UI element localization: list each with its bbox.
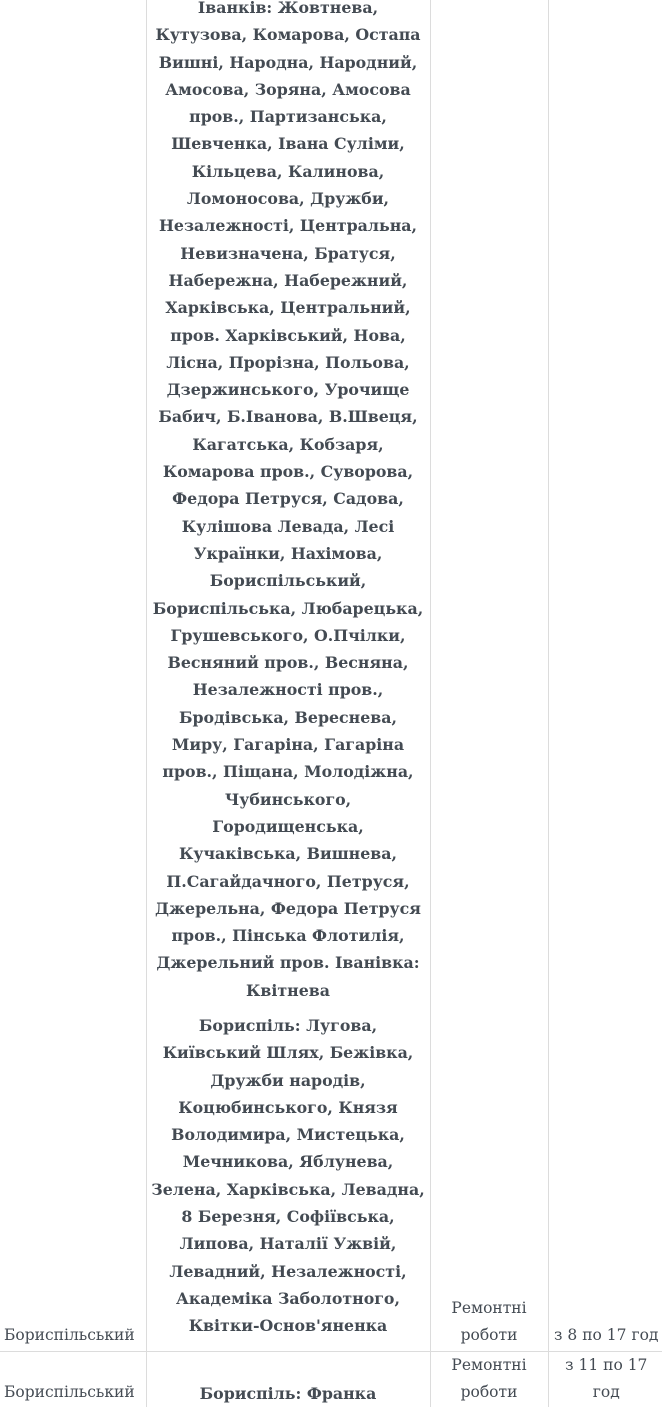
time-cell: з 11 по 17 год: [565, 1355, 648, 1401]
streets-paragraph: Іванків: Жовтнева, Кутузова, Комарова, Остапа Вишні, Народна, Народний, Амосова, Зоряна, Амосова пров., Партизанська, Шевченка, Івана Суліми, Кільцева, Калинова, Ломоносова, Дружби, Незалежності, Центральна, Невизначена, Братуся, Набережна, Набережний, Харківська, Центральний, пров. Харківський, Нова, Лісна, Прорізна, Польова, Дзержинського, Урочище Бабич, Б.Іванова, В.Швеця, Кагатська, Кобзаря, Комарова пров., Суворова, Федора Петруся, Садова, Кулішова Левада, Лесі Українки, Нахімова, Бориспільський, Бориспільська, Любарецька, Грушевського, О.Пчілки, Весняний пров., Весняна, Незалежності пров., Бродівська, Вереснева, Миру, Гагаріна, Гагаріна пров., Піщана, Молодіжна, Чубинського, Городищенська, Кучаківська, Вишнева, П.Сагайдачного, Петруся, Джерельна, Федора Петруся пров., Пінська Флотилія, Джерельний пров. Іванівка: Квітнева: [152, 0, 424, 1000]
streets-paragraph: Бориспіль: Франка: [199, 1383, 377, 1403]
time-cell: з 8 по 17 год: [548, 0, 662, 1351]
streets-paragraph: Бориспіль: Лугова, Київський Шлях, Бежівка, Дружби народів, Коцюбинського, Князя Володимира, Мистецька, Мечникова, Яблунева, Зелена, Харківська, Левадна, 8 Березня, Софіївська, Липова, Наталії Ужвій, Левадний, Незалежності, Академіка Заболотного, Квітки-Основ'яненка: [151, 1015, 425, 1336]
district-cell: Бориспільський: [0, 0, 146, 1351]
work-type-cell: Ремонтні роботи: [430, 1351, 548, 1407]
streets-cell: [146, 0, 430, 1351]
district-cell: Бориспільський: [0, 1351, 146, 1407]
streets-cell: [146, 1351, 430, 1407]
table-row: [0, 1351, 662, 1407]
work-type-cell: Ремонтні роботи: [430, 0, 548, 1351]
